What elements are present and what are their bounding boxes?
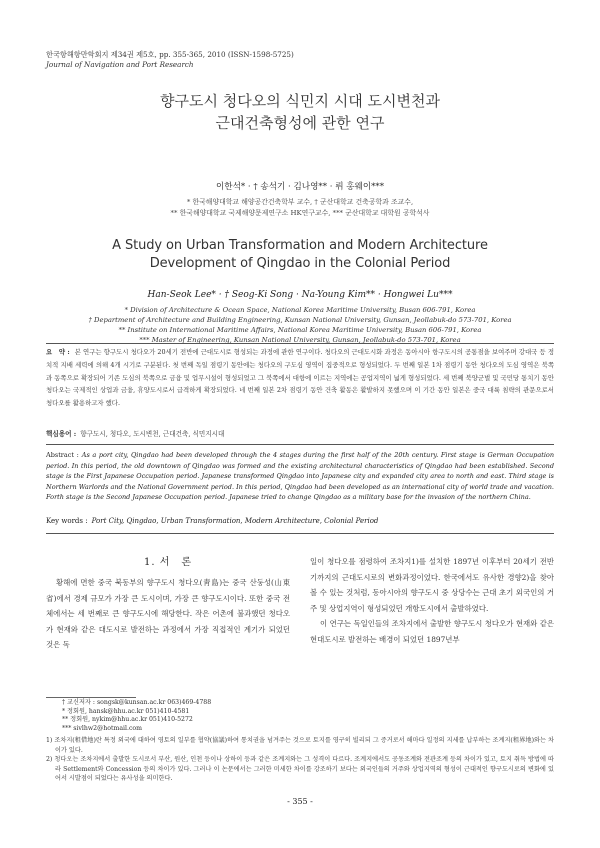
author-contacts xyxy=(62,699,211,733)
divider-bottom xyxy=(46,533,554,534)
affiliation-en-1: * Division of Architecture & Ocean Space, National Korea Maritime University, Busan 606-791, Korea xyxy=(124,306,476,314)
contact-line: ** 정회원, nykim@hhu.ac.kr 051)410-5272 xyxy=(62,716,193,724)
divider-top xyxy=(46,343,554,344)
keywords-ko xyxy=(46,428,224,438)
contact-line: † 교신저자 : songsk@kunsan.ac.kr 063)469-4788 xyxy=(62,699,212,706)
authors-ko: 이한석* · † 송석기 · 김나영** · 뤼 홍웨이*** xyxy=(215,182,385,192)
abstract-en-text: As a port city, Qingdao had been developed through the 4 stages during the first half of the 20th century. First stage is German Occupation period. In this period, the old downtown of Qingdao was formed and the existing architectural characteristics of Qingdao had been established. Second stage is the First Japanese Occupation period. Japanese transformed Qingdao into Japanese city and expanded city area to north and east. Third stage is Northern Warlords and the National Government period. In this period, Qingdao had been developed as an international city of world trade and vacation. Forth stage is the Second Japanese Occupation period. Japanese tried to change Qingdao as a military base for the invasion of the northern China. xyxy=(46,451,554,502)
footnote-2: 2) 청다오는 조차지에서 출발한 도시로서 부산, 원산, 인천 등이나 상하이 등과 같은 조계지와는 그 성격이 다르다. 조계지에서도 공동조계와 전관조계 등의 차이가 있고, 토지 취득 방법에 따라 Settlement와 Concession 등의 차이가 있다. 그러나 이 논문에서는 그러한 미세한 차이를 강조하기 보다는 외국인들의 거주와 상업지역의 형성이 근대적인 향구도시로의 변화에 있어서 시발점이 되었다는 유사성을 의미한다. xyxy=(46,756,554,783)
affiliation-en-2: † Department of Architecture and Building Engineering, Kunsan National University, Gunsan, Jeollabuk-do 573-701, Korea xyxy=(88,316,512,324)
keywords-en xyxy=(46,517,378,525)
title-en-line-2: Development of Qingdao in the Colonial Period xyxy=(149,256,451,271)
footnote-1: 1) 조차지(租借地)란 특정 외국에 대하여 영토의 일부를 협약(協議)하여 통치권을 넘겨주는 것으로 토지를 영구히 빌리되 그 증거로서 해마다 일정의 지세를 납부하는 조계지(租界地)와는 차이가 있다. xyxy=(46,737,554,754)
running-header xyxy=(46,50,294,70)
authors-en: Han-Seok Lee* · † Seog-Ki Song · Na-Young Kim** · Hongwei Lu*** xyxy=(147,290,453,300)
keywords-ko-label: 핵심용어 : xyxy=(46,430,77,438)
keywords-en-text: Port City, Qingdao, Urban Transformation, Modern Architecture, Colonial Period xyxy=(91,517,379,525)
body-paragraph: 이 연구는 독일인들의 조차지에서 출발한 향구도시 청다오가 현재와 같은 현대도시로 발전하는 배경이 되었던 1897년부 xyxy=(310,619,554,644)
body-paragraph: 황해에 면한 중국 북동부의 향구도시 청다오(靑島)는 중국 산둥성(山東省)에서 경제 규모가 가장 큰 도시이며, 가장 큰 향구도시이다. 또한 중국 전체에서는 세 번째로 큰 향구도시에 해당한다. 작은 어촌에 불과했던 청다오가 현재와 같은 대도시로 발전하는 과정에서 가장 직접적인 계기가 되었던 것은 독 xyxy=(46,578,290,650)
footnotes xyxy=(46,736,554,784)
footnote-divider xyxy=(46,697,136,698)
affiliation-en-3: ** Institute on International Maritime Affairs, National Korea Maritime University, Busan 606-791, Korea xyxy=(118,326,482,334)
body-column-left xyxy=(46,575,290,653)
title-en-line-1: A Study on Urban Transformation and Modern Architecture xyxy=(112,238,488,253)
affiliation-ko-2: ** 한국해양대학교 국제해양문제연구소 HK연구교수, *** 군산대학교 대학원 공학석사 xyxy=(170,209,430,217)
affiliation-ko-1: * 한국해양대학교 해양공간건축학부 교수, † 군산대학교 건축공학과 조교수, xyxy=(186,198,414,206)
keywords-ko-text: 향구도시, 청다오, 도시변천, 근대건축, 식민지시대 xyxy=(80,430,225,438)
journal-citation-ko: 한국항해항만학회지 제34권 제5호, pp. 355-365, 2010 (ISSN-1598-5725) xyxy=(46,50,294,59)
abstract-ko xyxy=(46,346,554,410)
abstract-ko-label: 요 약 : xyxy=(46,348,70,356)
section-heading: 1. 서 론 xyxy=(143,557,193,568)
contact-line: *** sivlhw2@hotmail.com xyxy=(62,724,143,732)
body-paragraph: 일이 청다오를 점령하여 조차지1)를 설치한 1897년 이후부터 20세기 전반기까지의 근대도시로의 변화과정이었다. 한국에서도 유사한 경향2)을 찾아 볼 수 있는 것처럼, 동아시아의 향구도시 중 상당수는 근대 초기 외국인의 거주 및 상업지역이 형성되었던 개항도시에서 출발하였다. xyxy=(310,557,554,613)
title-ko-line-1: 향구도시 청다오의 식민지 시대 도시변천과 xyxy=(160,92,440,110)
abstract-en-label: Abstract : xyxy=(46,451,79,459)
title-ko-line-2: 근대건축형성에 관한 연구 xyxy=(215,114,385,132)
page-number: - 355 - xyxy=(287,797,313,806)
body-column-right xyxy=(310,554,554,648)
contact-line: * 정회원, hansk@hhu.ac.kr 051)410-4581 xyxy=(62,707,190,715)
abstract-en xyxy=(46,450,554,503)
keywords-en-label: Key words : xyxy=(46,517,88,525)
abstract-ko-text: 본 연구는 향구도시 청다오가 20세기 전반에 근대도시로 형성되는 과정에 관한 연구이다. 청다오의 근대도시화 과정은 동아시아 항구도시의 공통점을 보여주며 강대국 등 정치적 지배 세력에 의해 4개 시기로 구분된다. 첫 번째 독일 점령기 동안에는 청다오의 구도심 영역이 집중적으로 형성되었다. 두 번째 일본 1차 점령기 동안 청다오의 도심 영역은 북쪽과 동쪽으로 확장되어 기존 도심의 북쪽으로 금융 및 업무시설이 형성되었고 그 북쪽에서 대항에 이르는 지역에는 공업지역이 넓게 형성되었다. 세 번째 북양군벌 및 국민당 통치기 동안 청다오는 국제적인 상업과 금융, 휴양도시로서 급격하게 확장되었다. 네 번째 일본 2차 점령기 동안 건축 활동은 활발하지 못했으며 이 기간 동안 일본은 중국 대륙 침략의 관문으로서 청다오를 활용하고자 했다. xyxy=(46,348,554,408)
divider-middle xyxy=(46,444,554,445)
journal-name-en: Journal of Navigation and Port Research xyxy=(46,60,194,69)
affiliation-en-4: *** Master of Engineering, Kunsan National University, Gunsan, Jeollabuk-do 573-701, Korea xyxy=(139,336,461,344)
